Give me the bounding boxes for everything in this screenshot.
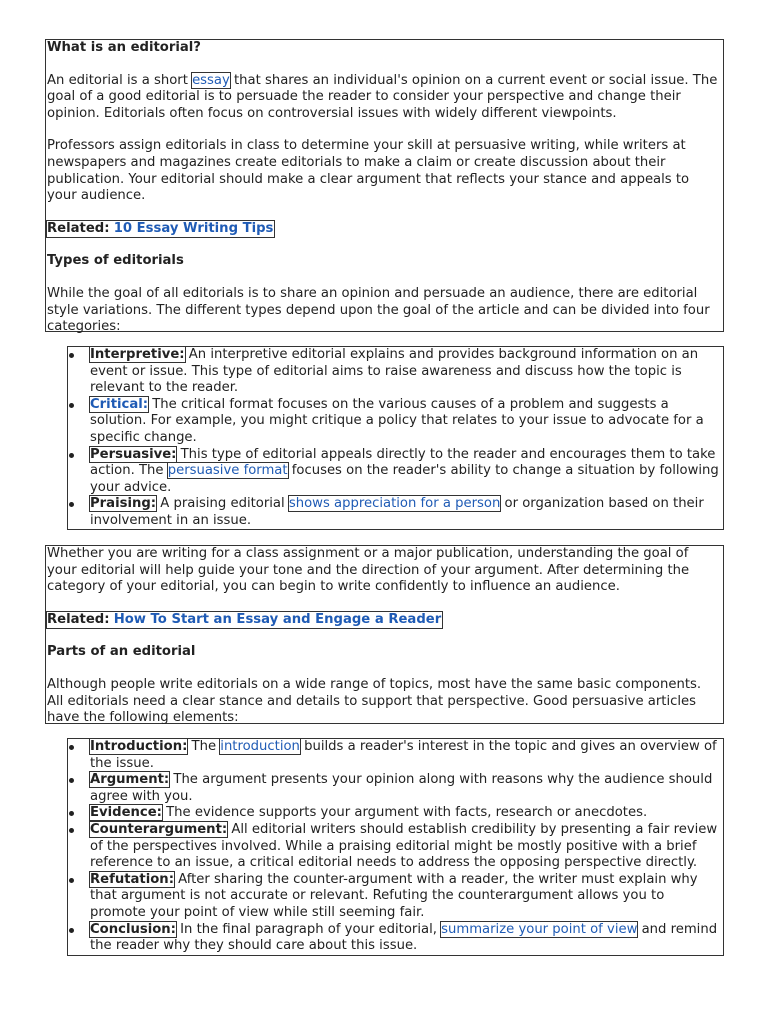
section-heading-types: Types of editorials — [47, 253, 184, 269]
list-item: Counterargument: All editorial writers should establish credibility by presenting a fair review of the perspectives involved. While a praising editorial might be mostly positive with a brief reference to an issue, a critical editorial needs to address the opposing perspective directly. — [90, 822, 723, 872]
list-item: Critical: The critical format focuses on the various causes of a problem and suggests a solution. For example, you might critique a policy that relates to your issue to advocate for a specific change. — [90, 397, 723, 447]
goal-paragraph: Whether you are writing for a class assignment or a major publication, understanding the goal of your editorial will help guide your tone and the direction of your argument. After determining the category of your editorial, you can begin to write confidently to influence an audience. — [47, 546, 690, 595]
type-term: Interpretive: — [90, 347, 185, 362]
part-term: Evidence: — [90, 805, 162, 821]
start-essay-link[interactable]: How To Start an Essay and Engage a Reader — [113, 611, 442, 627]
essay-tips-link[interactable]: 10 Essay Writing Tips — [113, 220, 274, 236]
list-item: Interpretive: An interpretive editorial explains and provides background information on an event or issue. This type of editorial aims to raise awareness and discuss how the topic is relevant to the reader. — [90, 347, 723, 397]
intro-paragraph: An editorial is a short essay that shares an individual's opinion on a current event or social issue. The goal of a good editorial is to persuade the reader to consider your perspective and change their opinion. Editorials often focus on controversial issues with widely different viewpoints. — [47, 72, 718, 121]
section-heading-parts: Parts of an editorial — [47, 644, 196, 660]
list-item: Refutation: After sharing the counter-argument with a reader, the writer must explain why that argument is not accurate or relevant. Refuting the counterargument allows you to promote your point of view while still seeming fair. — [90, 872, 723, 922]
intro-section — [45, 39, 724, 335]
type-term: Persuasive: — [90, 446, 177, 462]
part-term: Argument: — [90, 772, 170, 788]
part-term: Conclusion: — [90, 921, 176, 937]
type-term[interactable]: Critical: — [90, 396, 149, 412]
essay-link[interactable]: essay — [192, 72, 230, 88]
list-item: Evidence: The evidence supports your argument with facts, research or anecdotes. — [90, 805, 723, 822]
types-list — [68, 347, 723, 530]
part-term: Counterargument: — [90, 821, 228, 837]
list-item: Introduction: The introduction builds a reader's interest in the topic and gives an overview of the issue. — [90, 739, 723, 772]
related-essay-tips: Related: 10 Essay Writing Tips — [47, 220, 274, 236]
summarize-link[interactable]: summarize your point of view — [441, 921, 638, 937]
parts-list-box — [67, 738, 724, 956]
types-list-box — [67, 346, 724, 530]
part-term: Introduction: — [90, 739, 188, 754]
parts-intro-paragraph: Although people write editorials on a wide range of topics, most have the same basic components. All editorials need a clear stance and details to support that perspective. Good persuasive articles have the following elements: — [47, 676, 702, 726]
type-term: Praising: — [90, 496, 157, 512]
types-intro-paragraph: While the goal of all editorials is to share an opinion and persuade an audience, there are editorial style variations. The different types depend upon the goal of the article and can be divided into four categories: — [47, 285, 710, 335]
list-item: Persuasive: This type of editorial appeals directly to the reader and encourages them to take action. The persuasive format focuses on the reader's ability to change a situation by following your advice. — [90, 447, 723, 497]
persuasive-format-link[interactable]: persuasive format — [167, 463, 288, 479]
list-item: Conclusion: In the final paragraph of your editorial, summarize your point of view and remind the reader why they should care about this issue. — [90, 922, 723, 955]
list-item: Praising: A praising editorial shows appreciation for a person or organization based on their involvement in an issue. — [90, 496, 723, 529]
professors-paragraph: Professors assign editorials in class to determine your skill at persuasive writing, while writers at newspapers and magazines create editorials to make a claim or create discussion about their publication. Your editorial should make a clear argument that reflects your stance and appeals to your audience. — [47, 138, 690, 204]
appreciation-link[interactable]: shows appreciation for a person — [288, 496, 501, 512]
parts-list — [68, 739, 723, 955]
introduction-link[interactable]: introduction — [220, 739, 300, 754]
list-item: Argument: The argument presents your opinion along with reasons why the audience should agree with you. — [90, 772, 723, 805]
part-term: Refutation: — [90, 871, 174, 887]
section-heading-what-is: What is an editorial? — [47, 40, 201, 55]
related-start-essay: Related: How To Start an Essay and Engage a Reader — [47, 611, 442, 627]
parts-section — [45, 545, 724, 724]
